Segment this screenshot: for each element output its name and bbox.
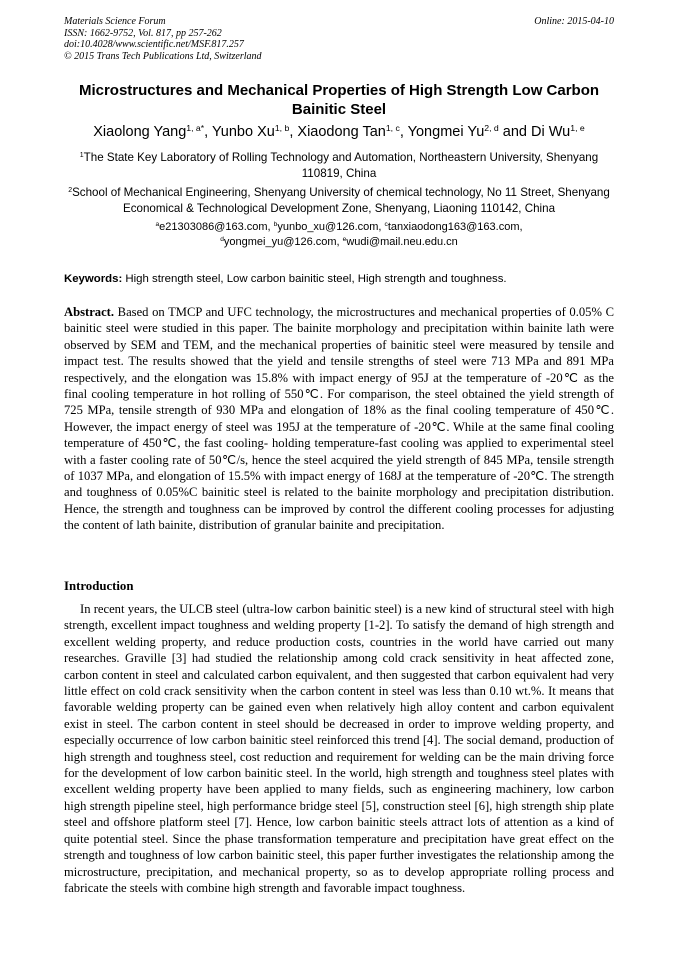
author-affiliation-mark: 1, a* [186,123,205,134]
doi-line: doi:10.4028/www.scientific.net/MSF.817.257 [64,39,244,50]
author-name: Xiaolong Yang [93,124,187,140]
affiliation-number: 2 [68,187,73,195]
paper-title: Microstructures and Mechanical Properties of High Strength Low Carbon Bainitic Steel [78,82,600,118]
copyright-line: © 2015 Trans Tech Publications Ltd, Switzerland [64,50,262,62]
journal-name: Materials Science Forum [64,16,166,27]
keywords-label: Keywords: [64,273,123,285]
author-list [40,123,638,141]
email-address: yunbo_xu@126.com [277,221,379,233]
author-affiliation-mark: 1, c [385,123,400,134]
introduction-paragraph: In recent years, the ULCB steel (ultra-low carbon bainitic steel) is a new kind of structural steel with high strength, excellent impact toughness and welding property [1-2]. To satisfy the demand of high strength and excellent welding property, and reduce production costs, countries in the world have carried out many researches. Graville [3] had studied the relationship among cold crack sensitivity in heat affected zone, carbon content in steel and calculated carbon equivalent, and then suggested that carbon equivalent had very little effect on cold crack sensitivity when the carbon content in steel was less than 0.10 wt.%. It means that favorable welding property can be gained even when relatively high alloy content and carbon equivalent exist in steel. The carbon content in steel should be decreased in order to improve welding property, and especially occurrence of low carbon bainitic steel reinforced this trend [4]. The social demand, production of high strength and toughness steel, cost reduction and requirement for welding can be the main driving force for the development of low carbon bainitic steel. In the world, high strength and toughness steel plates with excellent welding property have been applied to many fields, such as engineering machinery, low carbon high strength pipeline steel, high performance bridge steel [5], construction steel [6], high strength ship plate steel and offshore platform steel [7]. Hence, low carbon bainitic steels attract lots of attention as a kind of quite potential steel. Since the phase transformation temperature and precipitation have great effect on the strength and toughness of low carbon bainitic steel, this paper further investigates the relationship among the microstructure, precipitation, and mechanical property, so as to develop appropriate rolling process and fabricate the steels with combine high strength and favorable impact toughness. [64,602,614,895]
email-address: wudi@mail.neu.edu.cn [346,235,458,248]
abstract [64,304,614,534]
keywords [64,272,616,286]
author-affiliation-mark: 1, e [570,123,585,134]
author-separator: , [399,124,408,140]
author-affiliation-mark: 1, b [274,123,290,134]
email-address: yongmei_yu@126.com [223,235,337,248]
email-separator: , [519,221,523,233]
email-mark: c [384,221,388,229]
affiliation-1 [64,150,614,182]
journal-header [64,16,262,62]
email-address: e21303086@163.com [159,221,268,233]
issn-line: ISSN: 1662-9752, Vol. 817, pp 257-262 [64,27,222,39]
introduction-heading: Introduction [64,579,134,593]
email-mark: d [220,235,224,243]
author-separator: and [498,124,532,140]
author-name: Yongmei Yu [407,124,485,140]
email-mark: a [155,221,160,229]
abstract-text: Based on TMCP and UFC technology, the microstructures and mechanical properties of 0.05% C bainitic steel were studied in this paper. The bainite morphology and precipitation within bainite lath were observed by SEM and TEM, and the mechanical properties of bainitic steel were measured by tensile and impact test. The results showed that the yield and tensile strengths of steel were 713 MPa and 891 MPa respectively, and the elongation was 15.8% with impact energy of 95J at the temperature of -20℃ as the final cooling temperature in hot rolling of 550℃. For comparison, the steel obtained the yield strength of 725 MPa, tensile strength of 930 MPa and elongation of 18% as the final cooling temperature of 450℃. However, the impact energy of steel was 195J at the temperature of -20℃. While at the same final cooling temperature of 450℃, the fast cooling- holding temperature-fast cooling was applied to experimental steel with a faster cooling rate of 50℃/s, hence the steel acquired the yield strength of 845 MPa, tensile strength of 1037 MPa, and elongation of 15.5% with impact energy of 168J at the temperature of -20℃. The strength and toughness of 0.05%C bainitic steel is related to the bainite morphology and precipitation distribution. Hence, the strength and toughness can be improved by control the different cooling processes for adjusting the content of lath bainite, distribution of granular bainite and precipitation. [64,305,615,533]
email-separator: , [267,221,274,233]
author-name: Xiaodong Tan [297,124,386,140]
author-separator: , [204,124,212,140]
affiliation-text: The State Key Laboratory of Rolling Technology and Automation, Northeastern University, Shenyang 110819, China [83,151,599,180]
email-separator: , [378,221,385,233]
author-separator: , [289,124,298,140]
email-list [64,220,614,249]
author-affiliation-mark: 2, d [484,123,499,134]
author-name: Yunbo Xu [211,124,275,140]
affiliation-2 [64,185,614,217]
email-mark: e [342,235,347,243]
email-mark: b [273,221,278,229]
affiliation-text: School of Mechanical Engineering, Shenyang University of chemical technology, No 11 Street, Shenyang Economical & Technological Development Zone, Shenyang, Liaoning 110142, China [72,186,610,215]
affiliation-number: 1 [79,152,84,160]
abstract-label: Abstract. [64,305,115,319]
email-address: tanxiaodong163@163.com [387,221,520,233]
online-date: Online: 2015-04-10 [534,16,614,27]
keywords-text: High strength steel, Low carbon bainitic steel, High strength and toughness. [125,273,507,285]
email-separator: , [336,235,343,248]
author-name: Di Wu [531,124,571,140]
